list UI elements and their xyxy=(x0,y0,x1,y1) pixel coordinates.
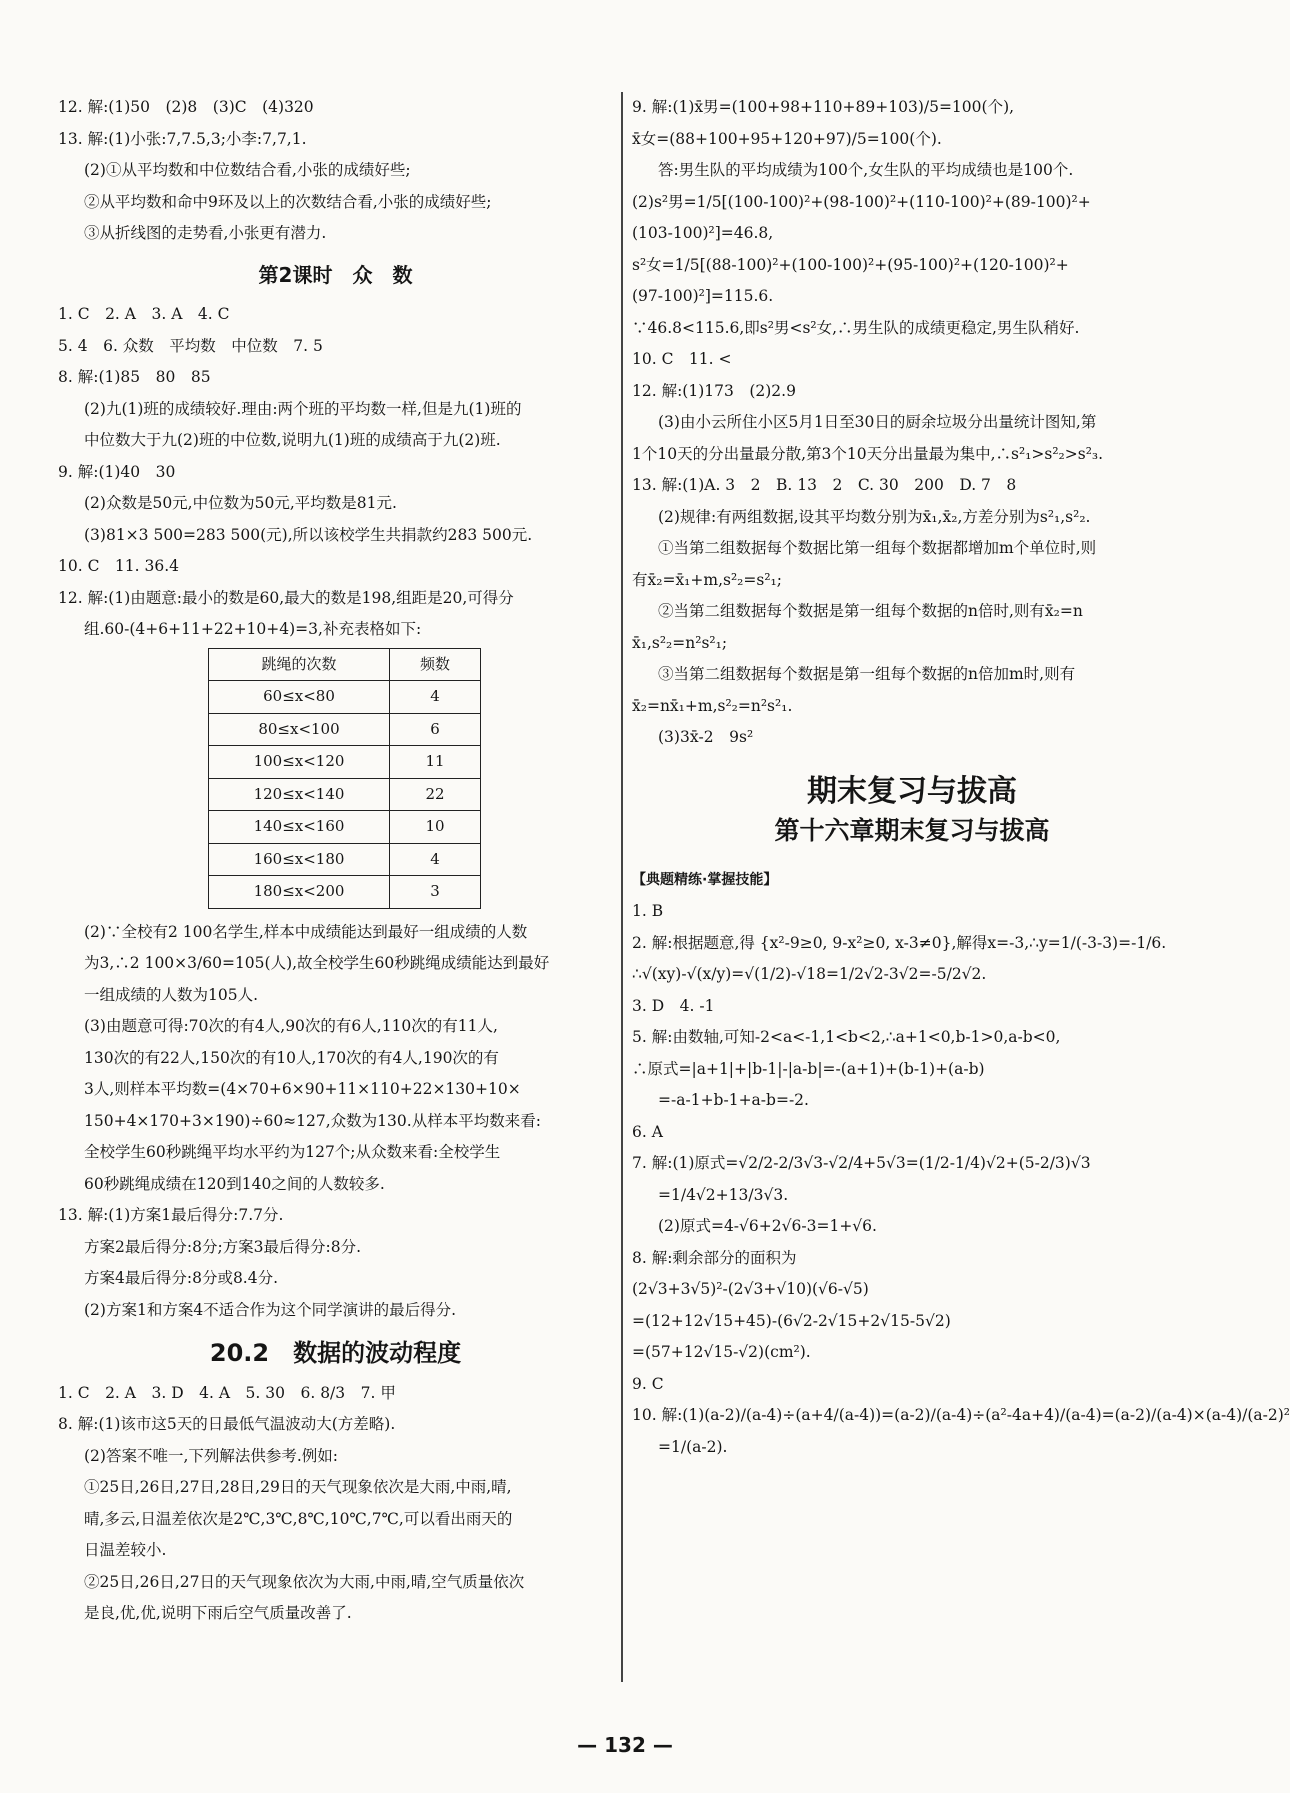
table-row xyxy=(209,876,481,909)
left-block-4 xyxy=(58,1378,613,1630)
table-cell-range: 120≤x<140 xyxy=(209,778,390,811)
answer-line: ②当第二组数据每个数据是第一组每个数据的n倍时,则有x̄₂=n xyxy=(658,602,1083,620)
right-block-2 xyxy=(632,896,1290,1463)
answer-line: 130次的有22人,150次的有10人,170次的有4人,190次的有 xyxy=(84,1048,499,1067)
answer-line: 8. 解:(1)85 80 85 xyxy=(58,368,211,386)
table-row xyxy=(209,746,481,779)
answer-line: 12. 解:(1)由题意:最小的数是60,最大的数是198,组距是20,可得分 xyxy=(58,588,514,607)
table-cell-range: 80≤x<100 xyxy=(209,713,390,746)
answer-line: 3. D 4. -1 xyxy=(632,996,715,1015)
answer-line: 方案2最后得分:8分;方案3最后得分:8分. xyxy=(84,1237,362,1256)
table-cell-range: 160≤x<180 xyxy=(209,843,390,876)
column-divider xyxy=(621,92,623,1682)
answer-line: 5. 4 6. 众数 平均数 中位数 7. 5 xyxy=(58,336,323,355)
answer-line: 150+4×170+3×190)÷60≈127,众数为130.从样本平均数来看: xyxy=(84,1111,541,1130)
answer-line: 1个10天的分出量最分散,第3个10天分出量最为集中,∴s²₁>s²₂>s²₃. xyxy=(632,444,1104,463)
table-header-frequency: 频数 xyxy=(390,648,481,681)
answer-line: 3人,则样本平均数=(4×70+6×90+11×110+22×130+10× xyxy=(84,1080,521,1098)
answer-line: ∴√(xy)-√(x/y)=√(1/2)-√18=1/2√2-3√2=-5/2√2. xyxy=(632,965,987,983)
table-row xyxy=(209,843,481,876)
answer-line: (2)众数是50元,中位数为50元,平均数是81元. xyxy=(84,494,397,512)
answer-line: (2)∵全校有2 100名学生,样本中成绩能达到最好一组成绩的人数 xyxy=(84,922,528,941)
page-number: — 132 — xyxy=(577,1733,673,1757)
answer-line: (103-100)²]=46.8, xyxy=(632,224,774,242)
answer-line: 全校学生60秒跳绳平均水平约为127个;从众数来看:全校学生 xyxy=(84,1143,501,1161)
answer-line: ∴原式=|a+1|+|b-1|-|a-b|=-(a+1)+(b-1)+(a-b) xyxy=(632,1059,985,1078)
table-row xyxy=(209,713,481,746)
answer-line: 10. 解:(1)(a-2)/(a-4)÷(a+4/(a-4))=(a-2)/(a-4)÷(a²-4a+4)/(a-4)=(a-2)/(a-4)×(a-4)/(a-2)² xyxy=(632,1406,1290,1424)
answer-line: 一组成绩的人数为105人. xyxy=(84,985,259,1004)
answer-line: 10. C 11. 36.4 xyxy=(58,557,180,575)
answer-line: (3)3x̄-2 9s² xyxy=(658,728,754,746)
answer-line: ②从平均数和命中9环及以上的次数结合看,小张的成绩好些; xyxy=(84,192,492,211)
lesson-heading: 第2课时 众 数 xyxy=(258,262,413,287)
answer-line: 为3,∴2 100×3/60=105(人),故全校学生60秒跳绳成绩能达到最好 xyxy=(84,954,550,972)
answer-line: (3)由小云所住小区5月1日至30日的厨余垃圾分出量统计图知,第 xyxy=(658,413,1097,431)
practice-tag: 【典题精练·掌握技能】 xyxy=(632,871,778,888)
answer-line: =-a-1+b-1+a-b=-2. xyxy=(658,1091,809,1109)
left-block-3 xyxy=(58,917,613,1327)
table-cell-range: 100≤x<120 xyxy=(209,746,390,779)
table-cell-frequency: 4 xyxy=(390,843,481,876)
table-cell-frequency: 10 xyxy=(390,811,481,844)
answer-line: 有x̄₂=x̄₁+m,s²₂=s²₁; xyxy=(632,570,782,589)
answer-line: ③当第二组数据每个数据是第一组每个数据的n倍加m时,则有 xyxy=(658,665,1076,683)
answer-line: 13. 解:(1)小张:7,7.5,3;小李:7,7,1. xyxy=(58,129,307,148)
answer-line: (2)方案1和方案4不适合作为这个同学演讲的最后得分. xyxy=(84,1300,457,1319)
answer-line: 5. 解:由数轴,可知-2<a<-1,1<b<2,∴a+1<0,b-1>0,a-b<0, xyxy=(632,1028,1061,1046)
answer-line: 10. C 11. < xyxy=(632,350,732,368)
answer-line: ∵46.8<115.6,即s²男<s²女,∴男生队的成绩更稳定,男生队稍好. xyxy=(632,318,1080,337)
left-block-2 xyxy=(58,299,613,646)
frequency-table xyxy=(208,648,481,909)
answer-line: (97-100)²]=115.6. xyxy=(632,287,774,305)
answer-line: 12. 解:(1)173 (2)2.9 xyxy=(632,381,796,400)
left-column xyxy=(58,92,613,1630)
left-block-1 xyxy=(58,92,613,250)
table-cell-range: 180≤x<200 xyxy=(209,876,390,909)
answer-line: 9. 解:(1)40 30 xyxy=(58,462,176,481)
answer-line: x̄女=(88+100+95+120+97)/5=100(个). xyxy=(632,129,942,148)
answer-line: ③从折线图的走势看,小张更有潜力. xyxy=(84,224,327,242)
answer-line: 1. C 2. A 3. D 4. A 5. 30 6. 8/3 7. 甲 xyxy=(58,1383,396,1402)
right-column xyxy=(632,92,1290,1463)
answer-line: (2)九(1)班的成绩较好.理由:两个班的平均数一样,但是九(1)班的 xyxy=(84,399,522,418)
answer-line: 是良,优,优,说明下雨后空气质量改善了. xyxy=(84,1604,352,1622)
answer-line: (3)81×3 500=283 500(元),所以该校学生共捐款约283 500元. xyxy=(84,525,533,544)
table-header-count: 跳绳的次数 xyxy=(209,648,390,681)
answer-line: (3)由题意可得:70次的有4人,90次的有6人,110次的有11人, xyxy=(84,1017,498,1035)
answer-line: 60秒跳绳成绩在120到140之间的人数较多. xyxy=(84,1174,385,1193)
table-cell-frequency: 6 xyxy=(390,713,481,746)
answer-line: x̄₂=nx̄₁+m,s²₂=n²s²₁. xyxy=(632,696,793,715)
answer-line: 9. C xyxy=(632,1374,664,1393)
review-heading: 期末复习与拔高 xyxy=(807,773,1017,809)
answer-line: 1. C 2. A 3. A 4. C xyxy=(58,305,230,323)
answer-line: 13. 解:(1)方案1最后得分:7.7分. xyxy=(58,1206,284,1224)
answer-line: (2)原式=4-√6+2√6-3=1+√6. xyxy=(658,1217,877,1235)
answer-line: =1/4√2+13/3√3. xyxy=(658,1185,789,1204)
answer-line: 9. 解:(1)x̄男=(100+98+110+89+103)/5=100(个), xyxy=(632,98,1015,116)
answer-line: 12. 解:(1)50 (2)8 (3)C (4)320 xyxy=(58,98,314,116)
answer-line: (2)①从平均数和中位数结合看,小张的成绩好些; xyxy=(84,161,411,179)
answer-line: 8. 解:(1)该市这5天的日最低气温波动大(方差略). xyxy=(58,1415,396,1433)
answer-line: 组.60-(4+6+11+22+10+4)=3,补充表格如下: xyxy=(84,620,422,638)
answer-line: (2)s²男=1/5[(100-100)²+(98-100)²+(110-100)²+(89-100)²+ xyxy=(632,192,1091,211)
table-cell-frequency: 22 xyxy=(390,778,481,811)
table-row xyxy=(209,811,481,844)
answer-line: 晴,多云,日温差依次是2℃,3℃,8℃,10℃,7℃,可以看出雨天的 xyxy=(84,1509,513,1528)
answer-line: =1/(a-2). xyxy=(658,1437,728,1456)
answer-line: 1. B xyxy=(632,902,664,920)
table-row xyxy=(209,681,481,714)
answer-line: 日温差较小. xyxy=(84,1541,167,1559)
answer-line: 答:男生队的平均成绩为100个,女生队的平均成绩也是100个. xyxy=(658,161,1074,179)
answer-line: 7. 解:(1)原式=√2/2-2/3√3-√2/4+5√3=(1/2-1/4)√2+(5-2/3)√3 xyxy=(632,1154,1091,1172)
answer-line: 6. A xyxy=(632,1122,663,1141)
answer-line: (2)规律:有两组数据,设其平均数分别为x̄₁,x̄₂,方差分别为s²₁,s²₂. xyxy=(658,507,1091,526)
answer-line: ②25日,26日,27日的天气现象依次为大雨,中雨,晴,空气质量依次 xyxy=(84,1572,525,1591)
answer-line: 13. 解:(1)A. 3 2 B. 13 2 C. 30 200 D. 7 8 xyxy=(632,476,1017,494)
table-cell-frequency: 3 xyxy=(390,876,481,909)
answer-line: 中位数大于九(2)班的中位数,说明九(1)班的成绩高于九(2)班. xyxy=(84,431,501,449)
answer-line: =(57+12√15-√2)(cm²). xyxy=(632,1343,811,1361)
chapter-heading: 第十六章期末复习与拔高 xyxy=(774,816,1050,845)
answer-line: ①当第二组数据每个数据比第一组每个数据都增加m个单位时,则 xyxy=(658,539,1097,557)
table-cell-frequency: 11 xyxy=(390,746,481,779)
answer-line: s²女=1/5[(88-100)²+(100-100)²+(95-100)²+(120-100)²+ xyxy=(632,255,1069,274)
section-heading: 20.2 数据的波动程度 xyxy=(209,1339,462,1367)
table-row xyxy=(209,778,481,811)
answer-line: ①25日,26日,27日,28日,29日的天气现象依次是大雨,中雨,晴, xyxy=(84,1478,512,1496)
right-block-1 xyxy=(632,92,1192,754)
answer-line: 方案4最后得分:8分或8.4分. xyxy=(84,1269,279,1287)
answer-line: 2. 解:根据题意,得 {x²-9≥0, 9-x²≥0, x-3≠0},解得x=-3,∴y=1/(-3-3)=-1/6. xyxy=(632,933,1167,952)
answer-line: (2√3+3√5)²-(2√3+√10)(√6-√5) xyxy=(632,1280,869,1298)
answer-line: (2)答案不唯一,下列解法供参考.例如: xyxy=(84,1446,339,1465)
table-cell-range: 60≤x<80 xyxy=(209,681,390,714)
answer-line: =(12+12√15+45)-(6√2-2√15+2√15-5√2) xyxy=(632,1311,951,1330)
table-cell-range: 140≤x<160 xyxy=(209,811,390,844)
answer-line: 8. 解:剩余部分的面积为 xyxy=(632,1248,797,1267)
answer-line: x̄₁,s²₂=n²s²₁; xyxy=(632,633,728,652)
table-cell-frequency: 4 xyxy=(390,681,481,714)
